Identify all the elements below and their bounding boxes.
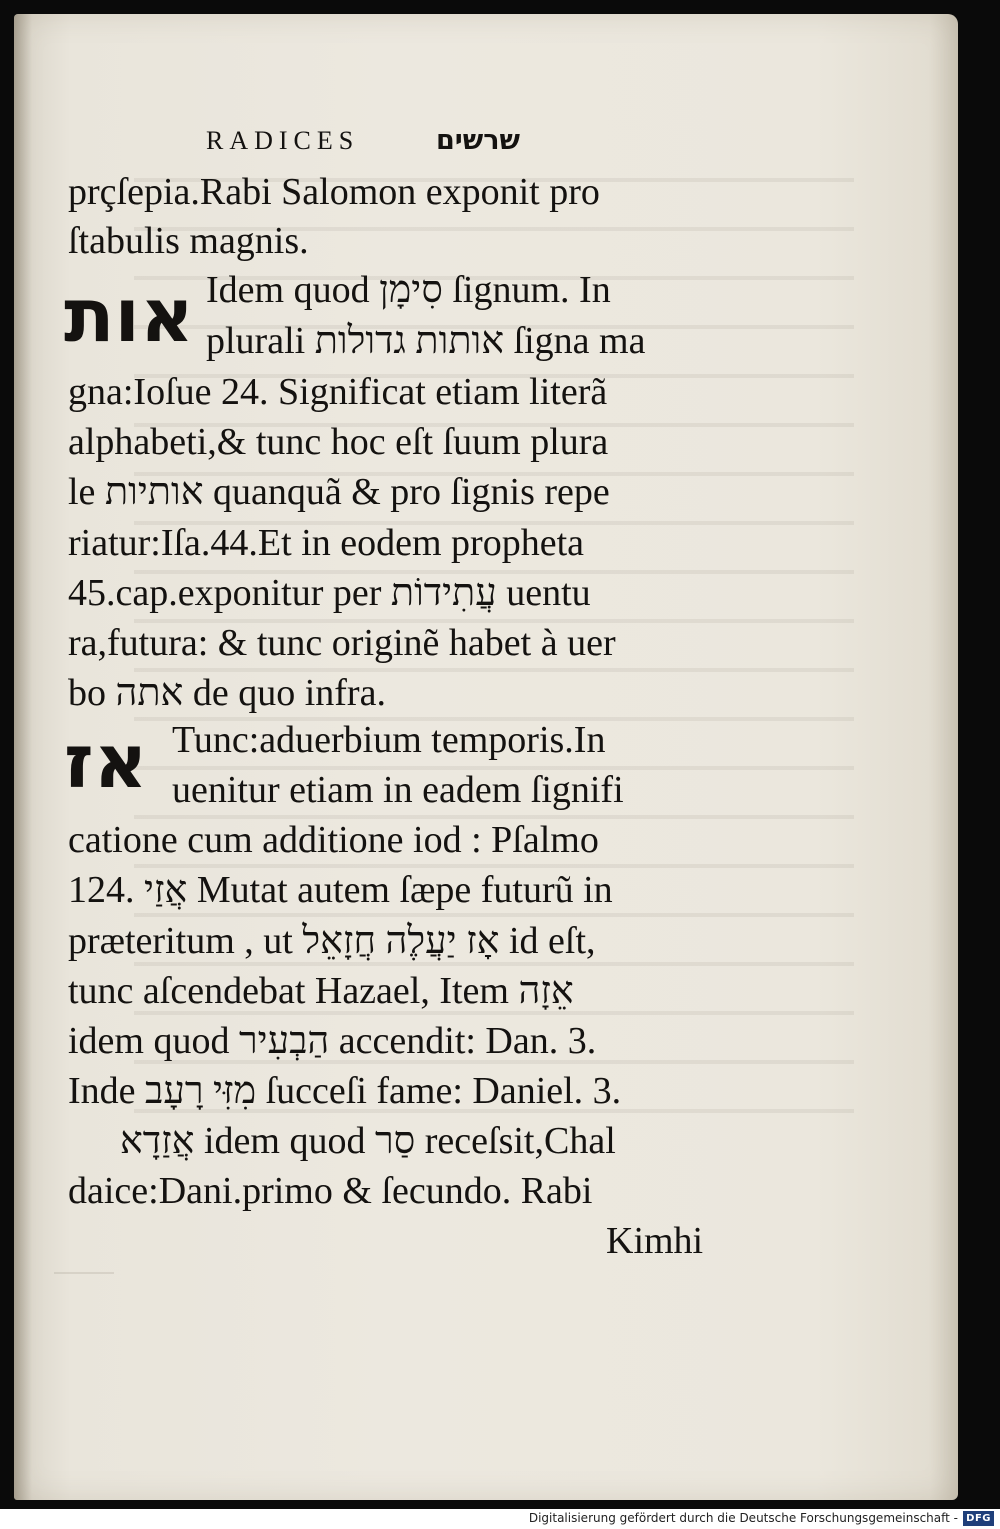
running-head-hebrew: שרשים (436, 125, 520, 156)
text-line: prçſepia.Rabi Salomon exponit pro (68, 171, 600, 213)
text-line: tunc aſcendebat Hazael, Item אֵזָה (68, 970, 574, 1012)
dfg-logo: DFG (963, 1511, 994, 1526)
text-line: catione cum additione iod : Pſalmo (68, 819, 599, 861)
text-line: Inde מִזִּי רָעָב ſucceſi fame: Daniel. 3. (68, 1070, 622, 1112)
faint-margin-mark (54, 1252, 114, 1274)
text-line: præteritum , ut אָז יַעֲלֶה חֲזָאֵל id eſt, (68, 920, 596, 962)
text-line: ra,futura: & tunc originẽ habet à uer (68, 622, 616, 664)
funding-credit: Digitalisierung gefördert durch die Deutsche Forschungsgemeinschaft - (528, 1511, 958, 1525)
text-line: Tunc:aduerbium temporis.In (172, 719, 606, 761)
text-line: 124. אֲזַי Mutat autem ſæpe futurũ in (68, 869, 613, 911)
text-line: bo אתה de quo infra. (68, 672, 386, 714)
text-line: uenitur etiam in eadem ſignifi (172, 769, 624, 811)
headword-az: אז (64, 719, 148, 805)
text-line: le אותיות quanquã & pro ſignis repe (68, 471, 610, 513)
running-head (206, 126, 706, 162)
footer-bar (0, 1509, 1000, 1529)
headword-oth: אות (64, 273, 194, 359)
text-line: אֲזַדָא idem quod סַר receſsit,Chal (120, 1120, 616, 1162)
text-line: Idem quod סִימָן ſignum. In (206, 269, 611, 311)
spine-shadow (14, 14, 32, 1500)
text-line: 45.cap.exponitur per עֲתִידוֹת uentu (68, 572, 591, 614)
text-line: plurali אותות גדולות ſigna ma (206, 320, 646, 362)
text-line: ſtabulis magnis. (68, 220, 309, 262)
catchword: Kimhi (606, 1220, 704, 1262)
text-line: idem quod הַבְעִיר accendit: Dan. 3. (68, 1020, 597, 1062)
running-head-latin: RADICES (206, 126, 360, 155)
text-line: riatur:Iſa.44.Et in eodem propheta (68, 522, 584, 564)
text-line: alphabeti,& tunc hoc eſt ſuum plura (68, 421, 609, 463)
text-line: gna:Ioſue 24. Significat etiam literã (68, 371, 608, 413)
text-line: daice:Dani.primo & ſecundo. Rabi (68, 1170, 593, 1212)
